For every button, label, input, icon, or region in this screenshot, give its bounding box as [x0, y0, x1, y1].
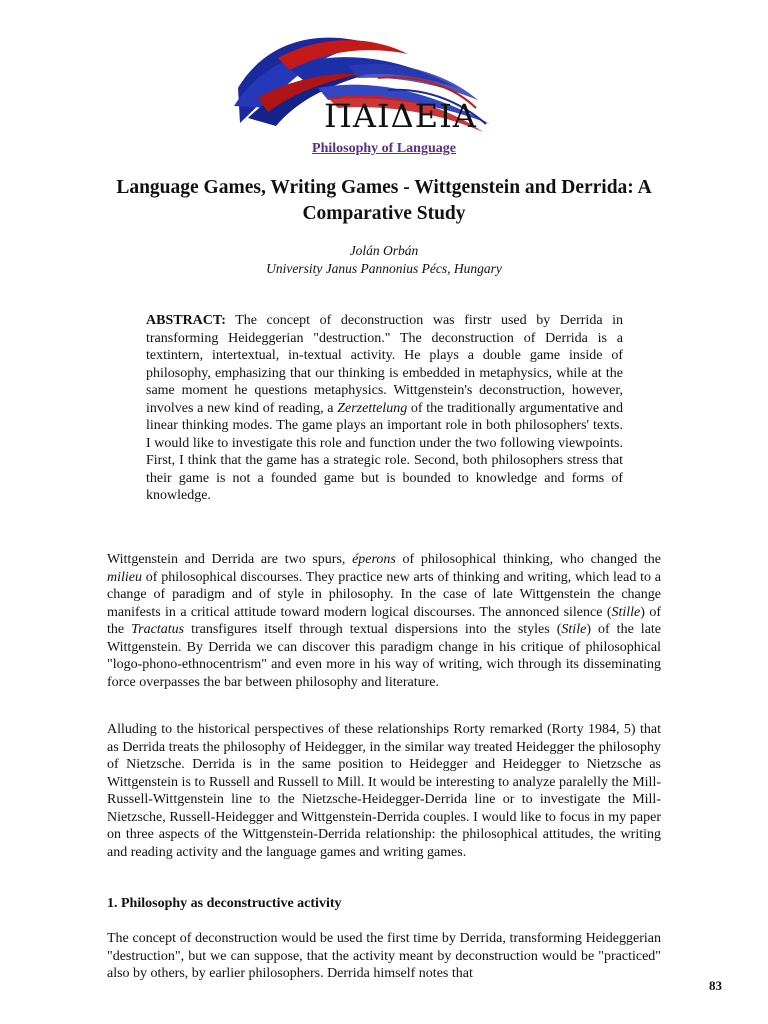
abstract-label: ABSTRACT:: [146, 313, 226, 328]
body-paragraph: The concept of deconstruction would be used the first time by Derrida, transforming Heideggerian "destruction", but we can suppose, that the activity meant by deconstruction would be "practiced" also by others, by earlier philosophers. Derrida himself notes that: [107, 931, 661, 981]
section-link-philosophy-of-language[interactable]: Philosophy of Language: [312, 141, 456, 156]
author-affiliation: University Janus Pannonius Pécs, Hungary: [266, 261, 502, 276]
emphasis: Stille: [611, 604, 641, 620]
paideia-logo: [228, 28, 498, 140]
paragraph-text: ) of the: [107, 604, 661, 637]
body-paragraph: [107, 551, 661, 691]
emphasis: Stile: [561, 622, 587, 637]
article-title: Language Games, Writing Games - Wittgenstein and Derrida: A Comparative Study: [116, 177, 652, 224]
abstract: [146, 312, 623, 505]
paragraph-text: transfigures itself through textual dispersions into the styles (: [184, 622, 562, 637]
emphasis: éperons: [352, 552, 396, 567]
abstract-text: The concept of deconstruction was firstr used by Derrida in transforming Heideggerian "destruction." The deconstruction of Derrida is a textintern, intertextual, in-textual activity. He plays a double game inside of philosophy, emphasizing that our thinking is embedded in metaphysics, while at the same moment he questions metaphysics. Wittgenstein's deconstruction, however, involves a new kind of reading, a: [146, 313, 623, 416]
paragraph-text: of philosophical thinking, who changed the: [395, 552, 661, 567]
paragraph-text: Wittgenstein and Derrida are two spurs,: [107, 552, 353, 567]
byline: [0, 242, 768, 278]
body-paragraph: Alluding to the historical perspectives of these relationships Rorty remarked (Rorty 1984, 5) that as Derrida treats the philosophy of Heidegger, in the similar way treated Heidegger the philosophy of Nietzsche. Derrida is in the same position to Heidegger and Heidegger to Nietzsche as Wittgenstein is to Russell and Russell to Mill. It would be interesting to analyze paralelly the Mill-Russell-Wittgenstein line to the Nietzsche-Heidegger-Derrida line or to investigate the Mill-Nietzsche, Russell-Heidegger and Wittgenstein-Derrida couples. I would like to focus in my paper on three aspects of the Wittgenstein-Derrida relationship: the philosophical attitudes, the writing and reading activity and the language games and writing games.: [107, 722, 661, 860]
author-name: Jolán Orbán: [349, 243, 419, 258]
page-number: 83: [709, 978, 722, 993]
logo-text: ΠΑΙΔΕΙΑ: [324, 97, 477, 135]
emphasis: milieu: [107, 569, 142, 585]
abstract-text: of the traditionally argumentative and linear thinking modes. The game plays an important role in both philosophers' texts. I would like to investigate this role and function under the two following viewpoints. First, I think that the game has a strategic role. Second, both philosophers stress that their game is not a founded game but is bounded to knowledge and forms of knowledge.: [146, 400, 623, 503]
emphasis: Tractatus: [131, 622, 185, 637]
abstract-emphasis: Zerzettelung: [337, 400, 408, 416]
paragraph-text: ) of the late Wittgenstein. By Derrida we can discover this paradigm change in his critique of philosophical "logo-phono-ethnocentrism" and even more in his way of writing, wich through its disseminating force overpasses the bar between philosophy and literature.: [107, 622, 662, 690]
section-heading: 1. Philosophy as deconstructive activity: [107, 896, 342, 911]
paragraph-text: of philosophical discourses. They practice new arts of thinking and writing, which lead to a change of paradigm and of style in philosophy. In the case of late Wittgenstein the change manifests in a critical attitude toward modern logical discourses. The annonced silence (: [107, 569, 661, 620]
